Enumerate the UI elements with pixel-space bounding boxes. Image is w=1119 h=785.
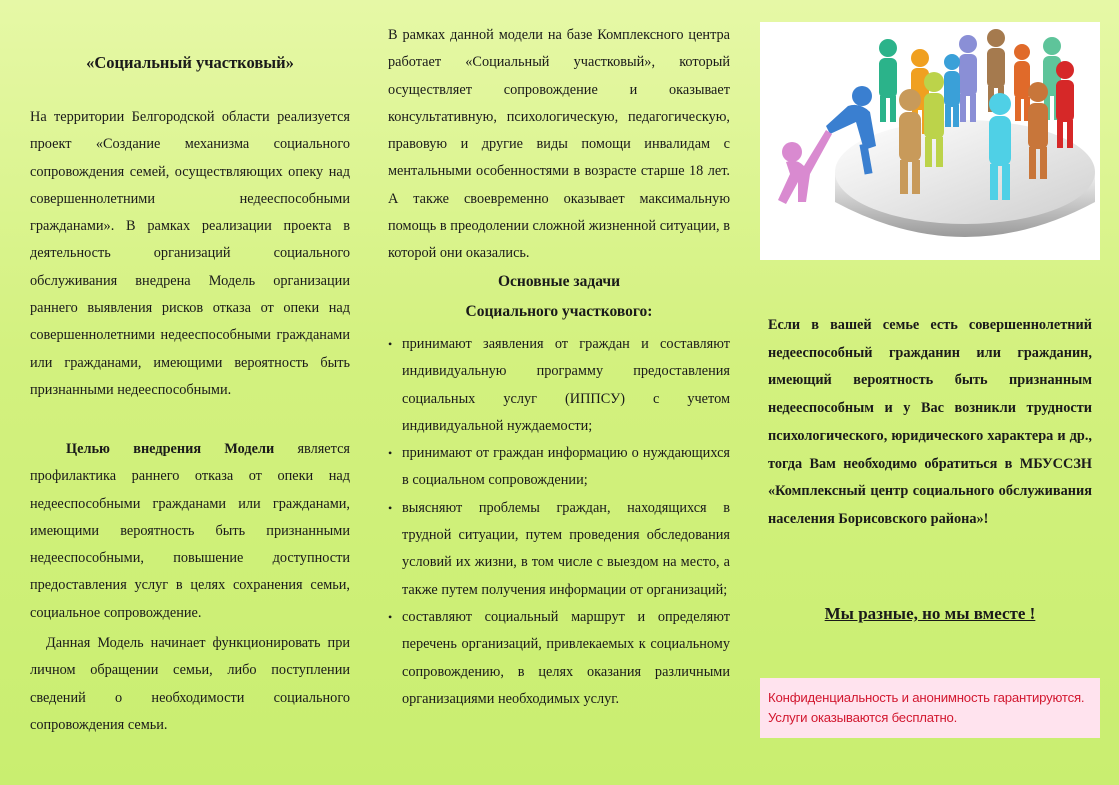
task-item [388, 331, 730, 440]
model-start-paragraph: Данная Модель начинает функционировать при личном обращении семьи, либо поступлении сведений о необходимости социального сопровождения семьи. [30, 635, 350, 733]
goal-text: является профилактика раннего отказа от опеки над недееспособными гражданами или гражданами, имеющими вероятность быть признанными недееспособными, повышение доступности предоставления услуг в целях сохранения семьи, социальное сопровождение. [30, 441, 350, 621]
task-text: выясняют проблемы граждан, находящихся в трудной ситуации, путем проведения обследования условий их жизни, в том числе с выездом на место, а также путем получения информации от организаций; [402, 499, 730, 598]
task-item [388, 604, 730, 713]
bullet-icon: • [388, 500, 393, 515]
task-item [388, 440, 730, 495]
note-line-free: Услуги оказываются бесплатно. [768, 710, 958, 725]
tasks-heading-line1: Основные задачи [497, 273, 620, 290]
bullet-icon: • [388, 337, 393, 351]
goal-paragraph [30, 436, 350, 627]
center-paragraph: В рамках данной модели на базе Комплексного центра работает «Социальный участковый», который осуществляет сопровождение и оказывает консультативную, психологическую, педагогическую, правовую и другие виды помощи инвалидам с ментальными особенностями в возрасте старше 18 лет. А также своевременно оказывает максимальную помощь в преодолении сложной жизненной ситуации, в которой они оказались. [388, 27, 730, 262]
guarantee-note [760, 678, 1100, 738]
task-text: принимают от граждан информацию о нуждающихся в социальном сопровождении; [402, 445, 730, 489]
slogan: Мы разные, но мы вместе ! [824, 604, 1036, 623]
task-text: принимают заявления от граждан и составляют индивидуальную программу предоставления социальных услуг (ИППСУ) с учетом индивидуальной нуждаемости; [402, 336, 730, 434]
people-on-platform-icon [760, 22, 1100, 260]
task-item [388, 495, 730, 604]
bullet-icon: • [388, 609, 393, 624]
goal-lead: Целью внедрения Модели [66, 441, 275, 457]
note-line-confidentiality: Конфиденциальность и анонимность гарантируются. [768, 690, 1085, 705]
project-paragraph: На территории Белгородской области реализуется проект «Создание механизма социального сопровождения семей, осуществляющих опеку над совершеннолетними недееспособными гражданами». В рамках реализации проекта в деятельность организаций социального обслуживания внедрена Модель организации раннего выявления рисков отказа от опеки над совершеннолетними недееспособными гражданами или гражданами, имеющими вероятность быть признанными недееспособными. [30, 109, 350, 398]
appeal-paragraph: Если в вашей семье есть совершеннолетний недееспособный гражданин или гражданин, имеющий вероятность быть признанным недееспособным и у Вас возникли трудности психологического, юридического характера и др., тогда Вам необходимо обратиться в МБУССЗН «Комплексный центр социального обслуживания населения Борисовского района»! [768, 317, 1092, 527]
bullet-icon: • [388, 446, 393, 461]
people-illustration [760, 22, 1100, 260]
tasks-list [388, 331, 730, 713]
task-text: составляют социальный маршрут и определяют перечень организаций, привлекаемых к социальному сопровождению, в целях оказания различными организациями необходимых услуг. [402, 608, 730, 707]
brochure-title: «Социальный участковый» [86, 53, 294, 72]
tasks-heading-line2: Социального участкового: [465, 303, 653, 320]
